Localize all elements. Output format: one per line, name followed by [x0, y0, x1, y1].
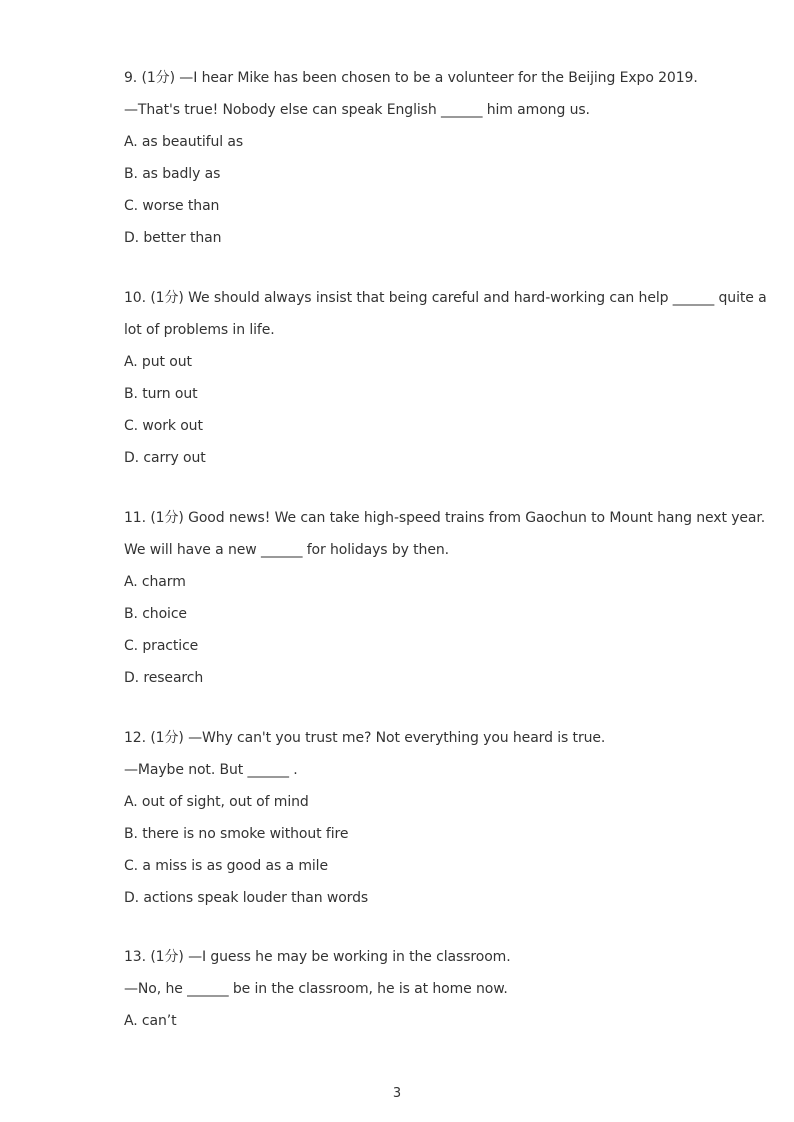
question-10-option-c: C. work out: [124, 418, 203, 434]
question-9-option-b: B. as badly as: [124, 166, 221, 182]
question-9-stem: 9. (1分) —I hear Mike has been chosen to be a volunteer for the Beijing Expo 2019.: [124, 70, 698, 86]
question-11-option-c: C. practice: [124, 638, 199, 654]
question-13-option-a: A. can’t: [124, 1013, 177, 1029]
question-12-stem-line-2: —Maybe not. But ______ .: [124, 762, 298, 778]
question-10: [124, 282, 767, 474]
question-9-option-d: D. better than: [124, 230, 222, 246]
question-11-stem: 11. (1分) Good news! We can take high-speed trains from Gaochun to Mount hang next year.: [124, 510, 766, 526]
question-11-option-a: A. charm: [124, 574, 186, 590]
question-10-option-b: B. turn out: [124, 386, 198, 402]
question-11-stem-line-2: We will have a new ______ for holidays by then.: [124, 542, 449, 558]
question-9-option-c: C. worse than: [124, 198, 220, 214]
question-12-option-c: C. a miss is as good as a mile: [124, 858, 328, 874]
question-10-option-d: D. carry out: [124, 450, 206, 466]
question-10-stem: 10. (1分) We should always insist that being careful and hard-working can help ______ quite a: [124, 290, 767, 306]
question-9-option-a: A. as beautiful as: [124, 134, 244, 150]
question-12-option-b: B. there is no smoke without fire: [124, 826, 349, 842]
question-10-option-a: A. put out: [124, 354, 192, 370]
question-11-option-b: B. choice: [124, 606, 187, 622]
question-12: [124, 722, 764, 914]
page-number: 3: [392, 1086, 402, 1101]
question-9: [124, 62, 764, 254]
question-12-option-d: D. actions speak louder than words: [124, 890, 369, 906]
question-11-option-d: D. research: [124, 670, 204, 686]
question-13-stem-line-2: —No, he ______ be in the classroom, he is at home now.: [124, 981, 508, 997]
question-9-stem-line-2: —That's true! Nobody else can speak English ______ him among us.: [124, 102, 590, 118]
question-13-stem: 13. (1分) —I guess he may be working in the classroom.: [124, 949, 511, 965]
question-11: [124, 502, 764, 694]
question-12-option-a: A. out of sight, out of mind: [124, 794, 309, 810]
question-13: [124, 941, 764, 1037]
question-12-stem: 12. (1分) —Why can't you trust me? Not everything you heard is true.: [124, 730, 606, 746]
question-10-stem-line-2: lot of problems in life.: [124, 322, 275, 338]
